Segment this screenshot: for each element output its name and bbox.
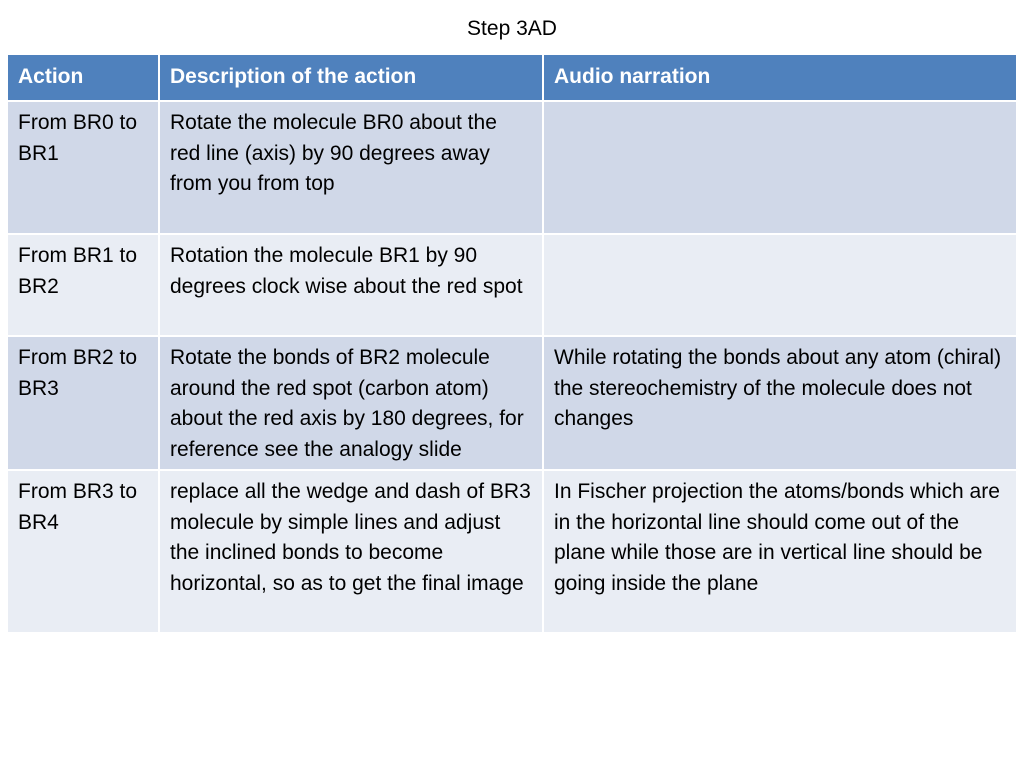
slide-title: Step 3AD <box>467 17 557 40</box>
table-header-row <box>8 55 1016 101</box>
header-audio-narration: Audio narration <box>543 55 1016 101</box>
table-row <box>8 470 1016 633</box>
cell-narration: In Fischer projection the atoms/bonds which are in the horizontal line should come out of the plane while those are in vertical line should be going inside the plane <box>543 470 1016 633</box>
cell-description: Rotate the bonds of BR2 molecule around the red spot (carbon atom) about the red axis by 180 degrees, for reference see the analogy slide <box>159 336 543 470</box>
header-action: Action <box>8 55 159 101</box>
cell-narration <box>543 101 1016 234</box>
cell-narration: While rotating the bonds about any atom (chiral) the stereochemistry of the molecule does not changes <box>543 336 1016 470</box>
cell-narration <box>543 234 1016 336</box>
cell-action: From BR2 to BR3 <box>8 336 159 470</box>
cell-description: Rotation the molecule BR1 by 90 degrees clock wise about the red spot <box>159 234 543 336</box>
cell-description: replace all the wedge and dash of BR3 molecule by simple lines and adjust the inclined bonds to become horizontal, so as to get the final image <box>159 470 543 633</box>
table-row <box>8 336 1016 470</box>
table-row <box>8 234 1016 336</box>
cell-description: Rotate the molecule BR0 about the red line (axis) by 90 degrees away from you from top <box>159 101 543 234</box>
table-row <box>8 101 1016 234</box>
cell-action: From BR0 to BR1 <box>8 101 159 234</box>
cell-action: From BR1 to BR2 <box>8 234 159 336</box>
header-description: Description of the action <box>159 55 543 101</box>
cell-action: From BR3 to BR4 <box>8 470 159 633</box>
steps-table <box>8 55 1016 634</box>
